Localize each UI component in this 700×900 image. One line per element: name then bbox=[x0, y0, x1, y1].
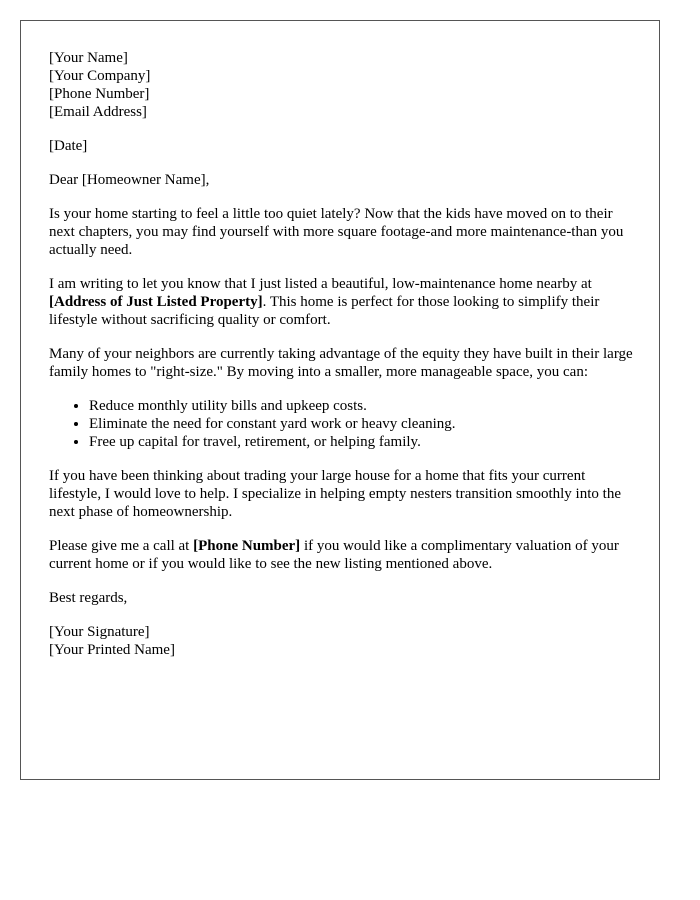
paragraph-cta-text-end: if you would like a complimentary valuation of your current home or if you would like to see the new listing mentioned above. bbox=[49, 538, 619, 572]
closing: Best regards, bbox=[49, 590, 128, 606]
signature-block bbox=[49, 623, 639, 659]
sender-block bbox=[49, 49, 639, 121]
sender-company: [Your Company] bbox=[49, 68, 151, 84]
sender-name: [Your Name] bbox=[49, 50, 128, 66]
paragraph-intro: Is your home starting to feel a little too quiet lately? Now that the kids have moved on to their next chapters, you may find yourself with more square footage-and more maintenance-than you actually need. bbox=[49, 206, 624, 258]
paragraph-neighbors: Many of your neighbors are currently taking advantage of the equity they have built in their large family homes to "right-size." By moving into a smaller, more manageable space, you can: bbox=[49, 346, 633, 380]
letter-body bbox=[49, 49, 639, 659]
letter-page bbox=[20, 20, 660, 780]
list-item: • Free up capital for travel, retirement, or helping family. bbox=[89, 433, 639, 451]
benefits-list bbox=[49, 397, 639, 451]
letter-date: [Date] bbox=[49, 138, 88, 154]
paragraph-listing-text-end: . This home is perfect for those looking to simplify their lifestyle without sacrificing quality or comfort. bbox=[49, 294, 600, 328]
list-item: • Reduce monthly utility bills and upkeep costs. bbox=[89, 397, 639, 415]
paragraph-listing bbox=[49, 275, 639, 329]
sender-email: [Email Address] bbox=[49, 104, 147, 120]
paragraph-cta-text-start: Please give me a call at bbox=[49, 538, 194, 554]
listing-address: [Address of Just Listed Property] bbox=[49, 294, 263, 310]
sender-phone: [Phone Number] bbox=[49, 86, 150, 102]
signature-line: [Your Signature] bbox=[49, 624, 150, 640]
salutation: Dear [Homeowner Name], bbox=[49, 172, 210, 188]
cta-phone-number: [Phone Number] bbox=[193, 538, 301, 554]
list-item: • Eliminate the need for constant yard work or heavy cleaning. bbox=[89, 415, 639, 433]
printed-name: [Your Printed Name] bbox=[49, 642, 175, 658]
paragraph-offer-help: If you have been thinking about trading your large house for a home that fits your current lifestyle, I would love to help. I specialize in helping empty nesters transition smoothly into the next phase of homeownership. bbox=[49, 468, 621, 520]
paragraph-call-to-action bbox=[49, 537, 639, 573]
paragraph-listing-text-start: I am writing to let you know that I just listed a beautiful, low-maintenance home nearby at bbox=[49, 276, 592, 292]
